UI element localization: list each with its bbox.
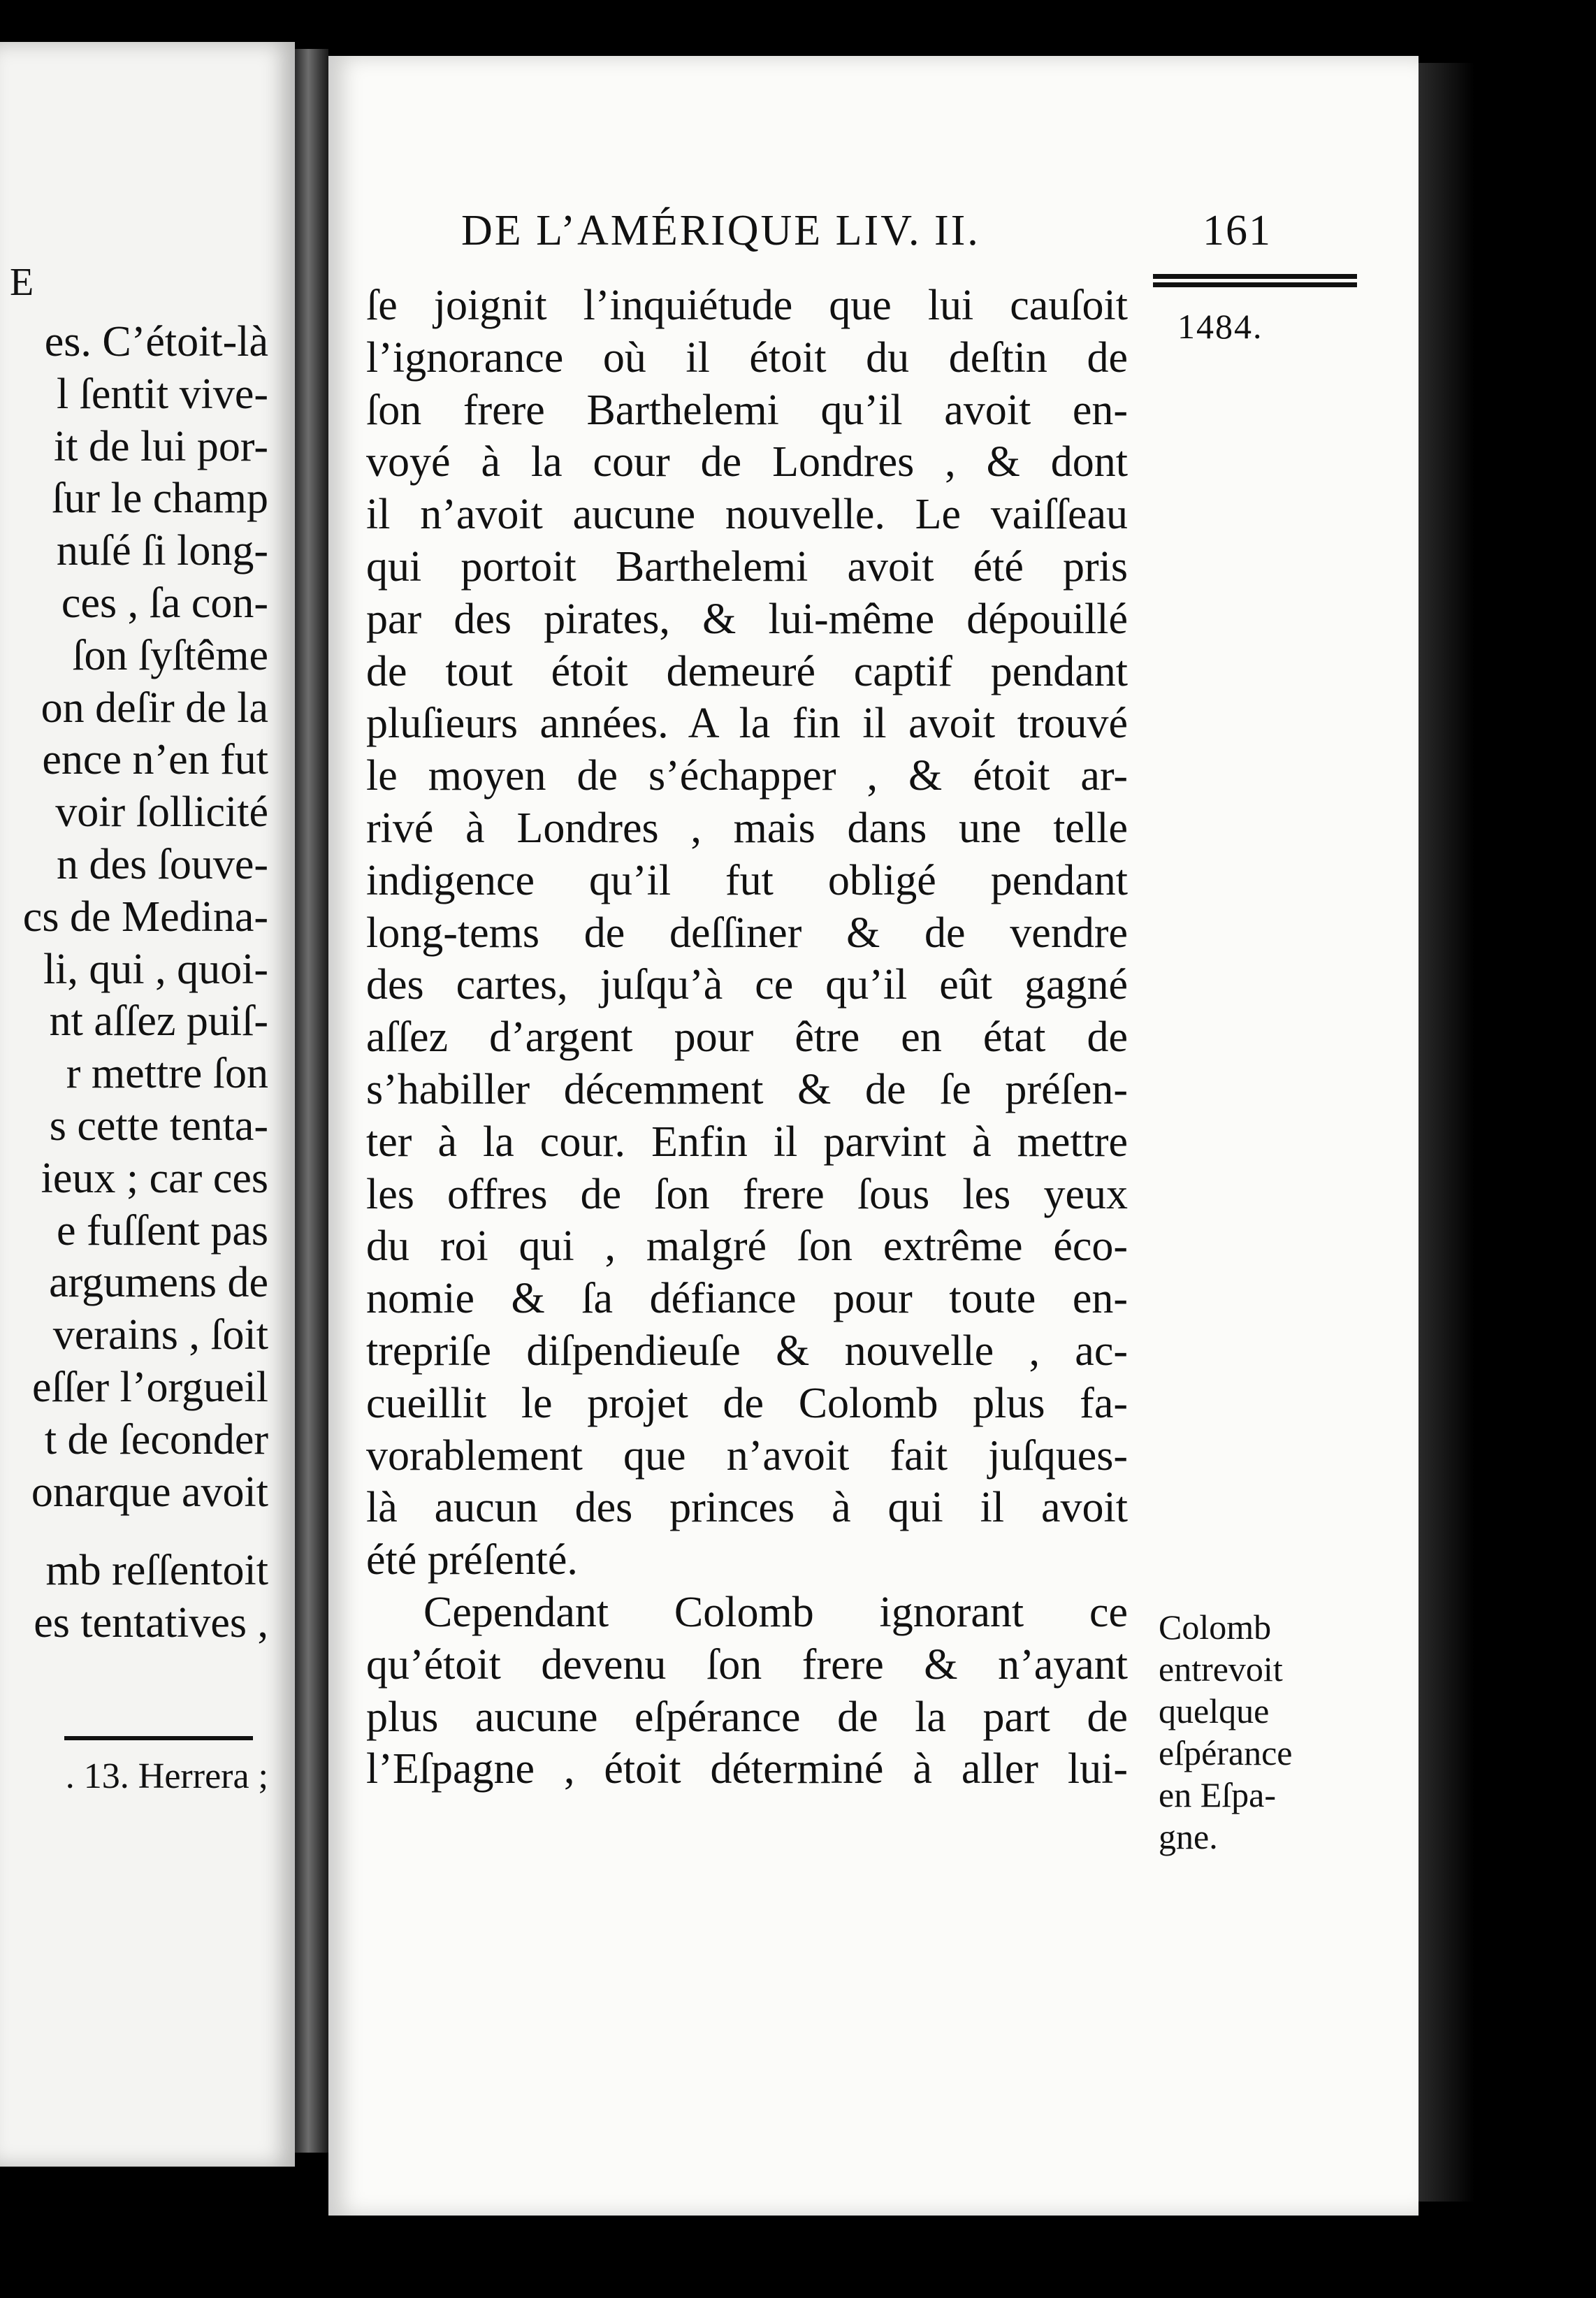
left-text-line: e fuſſent pas bbox=[56, 1206, 268, 1255]
text-line: il n’avoit aucune nouvelle. Le vaiſſeau bbox=[366, 491, 1128, 539]
text-line: de tout étoit demeuré captif pendant bbox=[366, 647, 1128, 695]
text-line: s’habiller décemment & de ſe préſen- bbox=[366, 1065, 1128, 1113]
text-line: voyé à la cour de Londres , & dont bbox=[366, 438, 1128, 486]
text-line: nomie & ſa défiance pour toute en- bbox=[366, 1275, 1128, 1323]
left-page bbox=[0, 42, 295, 2167]
left-text-line: it de lui por- bbox=[54, 422, 268, 470]
left-text-line: verains , ſoit bbox=[52, 1311, 268, 1359]
left-text-block bbox=[23, 316, 268, 1649]
left-text-line: on deſir de la bbox=[41, 684, 268, 732]
left-running-head: E bbox=[10, 261, 36, 304]
book-gutter bbox=[295, 49, 328, 2153]
left-footnote: . 13. Herrera ; bbox=[65, 1756, 268, 1796]
left-text-line: ſur le champ bbox=[52, 475, 268, 523]
margin-year: 1484. bbox=[1177, 307, 1263, 346]
text-line: trepriſe diſpendieuſe & nouvelle , ac- bbox=[366, 1327, 1128, 1375]
sidenote-line: eſpérance bbox=[1159, 1733, 1293, 1772]
text-line: indigence qu’il fut obligé pendant bbox=[366, 856, 1128, 904]
left-text-line: nt aſſez puiſ- bbox=[49, 997, 268, 1046]
left-text-line: ſon ſyſtême bbox=[72, 631, 268, 679]
left-text-line: l ſentit vive- bbox=[56, 370, 268, 418]
left-text-line: nuſé ſi long- bbox=[56, 527, 268, 575]
text-line: long-tems de deſſiner & de vendre bbox=[366, 909, 1128, 957]
text-line: cueillit le projet de Colomb plus fa- bbox=[366, 1379, 1128, 1427]
text-line: par des pirates, & lui-même dépouillé bbox=[366, 595, 1128, 643]
text-line: ſon frere Barthelemi qu’il avoit en- bbox=[366, 386, 1128, 434]
text-line: l’Eſpagne , étoit déterminé à aller lui- bbox=[366, 1745, 1128, 1793]
left-text-line: mb reſſentoit bbox=[45, 1547, 268, 1595]
left-text-line: onarque avoit bbox=[31, 1468, 268, 1516]
left-text-line: cs de Medina- bbox=[22, 893, 268, 941]
left-text-line: ieux ; car ces bbox=[41, 1154, 268, 1202]
text-line: les offres de ſon frere ſous les yeux bbox=[366, 1170, 1128, 1218]
left-text-line: voir ſollicité bbox=[55, 788, 268, 837]
left-text-line: eſſer l’orgueil bbox=[31, 1363, 268, 1411]
margin-rule bbox=[1153, 274, 1357, 292]
page-edge-shadow bbox=[1419, 63, 1474, 2202]
left-text-line: argumens de bbox=[49, 1259, 268, 1307]
text-line: des cartes, juſqu’à ce qu’il eût gagné bbox=[366, 961, 1128, 1009]
left-text-line: s cette tenta- bbox=[49, 1101, 268, 1150]
text-line: qu’étoit devenu ſon frere & n’ayant bbox=[366, 1640, 1128, 1689]
text-line: là aucun des princes à qui il avoit bbox=[366, 1484, 1128, 1532]
text-line: l’ignorance où il étoit du deſtin de bbox=[366, 333, 1128, 382]
sidenote-line: Colomb bbox=[1159, 1607, 1272, 1647]
page-number: 161 bbox=[1203, 207, 1272, 254]
running-title: DE L’AMÉRIQUE LIV. II. bbox=[461, 207, 980, 254]
sidenote-line: en Eſpa- bbox=[1159, 1775, 1276, 1814]
sidenote-line: quelque bbox=[1159, 1691, 1270, 1730]
text-line: pluſieurs années. A la fin il avoit trouvé bbox=[366, 700, 1128, 748]
margin-sidenote bbox=[1159, 1606, 1361, 1858]
left-text-line: r mettre ſon bbox=[66, 1050, 268, 1098]
left-footnote-rule bbox=[64, 1736, 253, 1740]
text-line: aſſez d’argent pour être en état de bbox=[366, 1013, 1128, 1062]
sidenote-line: gne. bbox=[1159, 1817, 1218, 1856]
left-text-line: ence n’en fut bbox=[42, 736, 268, 784]
text-line: rivé à Londres , mais dans une telle bbox=[366, 804, 1128, 852]
left-text-line: li, qui , quoi- bbox=[43, 945, 268, 993]
text-line: été préſenté. bbox=[366, 1536, 578, 1584]
left-text-line: t de ſeconder bbox=[44, 1415, 268, 1464]
text-line: ter à la cour. Enfin il parvint à mettre bbox=[366, 1118, 1128, 1166]
text-line: Cependant Colomb ignorant ce bbox=[423, 1588, 1128, 1636]
text-line: qui portoit Barthelemi avoit été pris bbox=[366, 542, 1128, 591]
right-page bbox=[328, 56, 1419, 2216]
left-text-line: ces , ſa con- bbox=[61, 579, 268, 627]
left-text-line: es. C’étoit-là bbox=[44, 318, 268, 366]
left-text-line: es tentatives , bbox=[34, 1599, 268, 1647]
text-line: le moyen de s’échapper , & étoit ar- bbox=[366, 752, 1128, 800]
text-line: plus aucune eſpérance de la part de bbox=[366, 1693, 1128, 1741]
text-line: ſe joignit l’inquiétude que lui cauſoit bbox=[366, 282, 1128, 329]
left-text-line: n des ſouve- bbox=[56, 840, 268, 888]
text-line: du roi qui , malgré ſon extrême éco- bbox=[366, 1222, 1128, 1271]
body-text bbox=[366, 280, 1128, 1795]
text-line: vorablement que n’avoit fait juſques- bbox=[366, 1431, 1128, 1480]
page-header bbox=[461, 206, 1272, 256]
sidenote-line: entrevoit bbox=[1159, 1649, 1283, 1689]
